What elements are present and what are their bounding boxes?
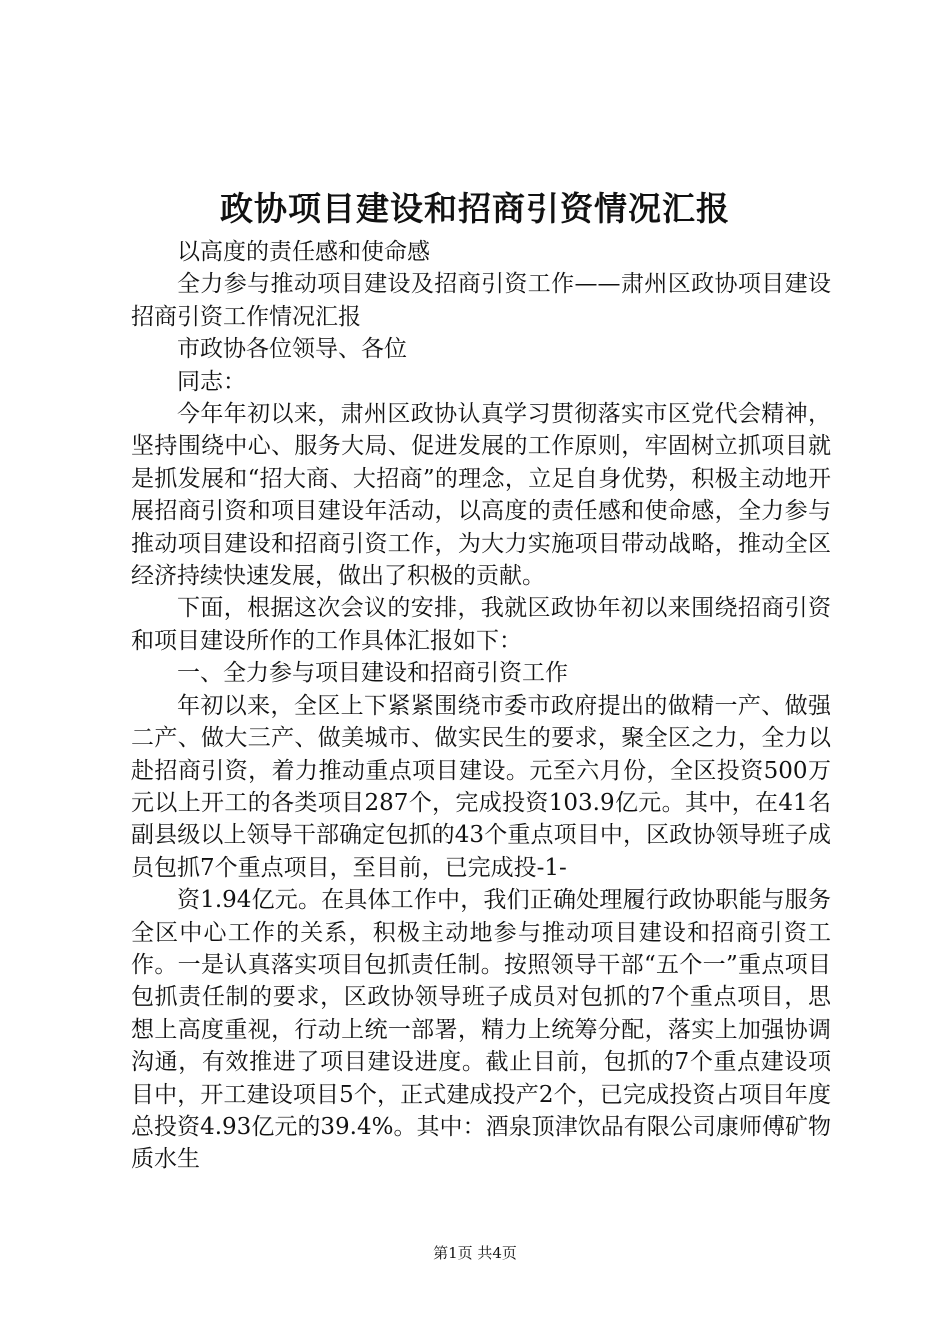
paragraph-subtitle-line-1: 以高度的责任感和使命感	[177, 239, 430, 265]
paragraph-intro: 今年年初以来，肃州区政协认真学习贯彻落实市区党代会精神，坚持围绕中心、服务大局、促进发展的工作原则，牢固树立抓项目就是抓发展和“招大商、大招商”的理念，立足自身优势，积极主动地开展招商引资和项目建设年活动，以高度的责任感和使命感，全力参与推动项目建设和招商引资工作，为大力实施项目带动战略，推动全区经济持续快速发展，做出了积极的贡献。	[131, 401, 831, 590]
paragraph-section-1-b: 资1.94亿元。在具体工作中，我们正确处理履行政协职能与服务全区中心工作的关系，积极主动地参与推动项目建设和招商引资工作。一是认真落实项目包抓责任制。按照领导干部“五个一”重点项目包抓责任制的要求，区政协领导班子成员对包抓的7个重点项目，思想上高度重视，行动上统一部署，精力上统筹分配，落实上加强协调沟通，有效推进了项目建设进度。截止目前，包抓的7个重点建设项目中，开工建设项目5个，正式建成投产2个，已完成投资占项目年度总投资4.93亿元的39.4%。其中：酒泉顶津饮品有限公司康师傅矿物质水生	[131, 887, 831, 1173]
paragraph-salutation-cont: 同志：	[177, 368, 246, 395]
paragraph-salutation: 市政协各位领导、各位	[177, 336, 407, 363]
paragraph-report-outline: 下面，根据这次会议的安排，我就区政协年初以来围绕招商引资和项目建设所作的工作具体汇报如下：	[131, 595, 831, 654]
document-body	[131, 236, 831, 1176]
document-title: 政协项目建设和招商引资情况汇报	[220, 189, 730, 228]
paragraph-subtitle-line-2: 全力参与推动项目建设及招商引资工作——肃州区政协项目建设招商引资工作情况汇报	[131, 271, 831, 330]
page-number-footer: 第1页 共4页	[433, 1244, 517, 1262]
section-heading-1: 一、全力参与项目建设和招商引资工作	[177, 660, 568, 687]
paragraph-section-1-a: 年初以来，全区上下紧紧围绕市委市政府提出的做精一产、做强二产、做大三产、做美城市、做实民生的要求，聚全区之力，全力以赴招商引资，着力推动重点项目建设。元至六月份，全区投资500万元以上开工的各类项目287个，完成投资103.9亿元。其中，在41名副县级以上领导干部确定包抓的43个重点项目中，区政协领导班子成员包抓7个重点项目，至目前，已完成投-1-	[131, 692, 831, 881]
